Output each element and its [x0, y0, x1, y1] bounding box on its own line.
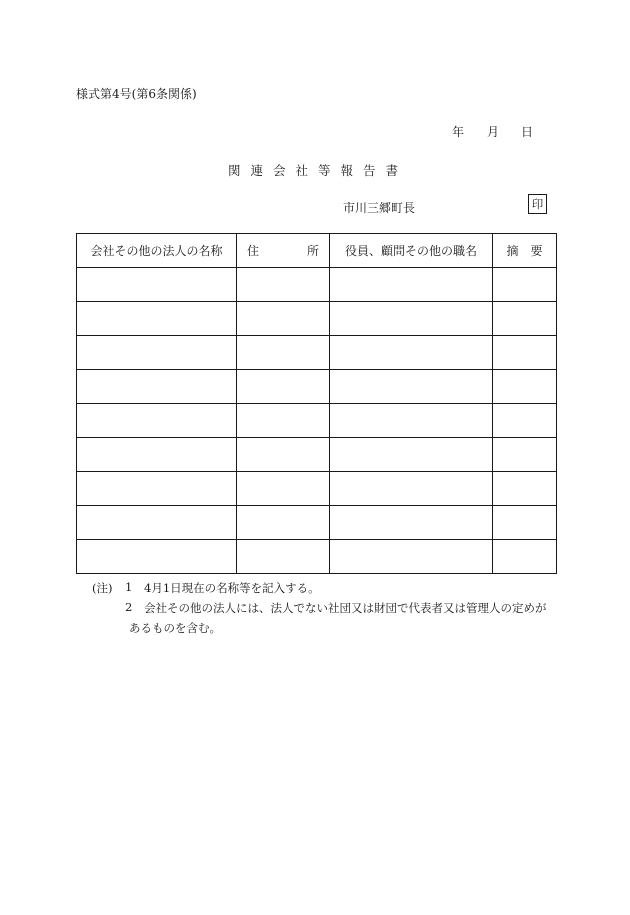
- cell-role[interactable]: [330, 540, 493, 574]
- cell-remarks[interactable]: [493, 506, 557, 540]
- cell-address[interactable]: [237, 506, 330, 540]
- cell-role[interactable]: [330, 302, 493, 336]
- cell-role[interactable]: [330, 438, 493, 472]
- header-remarks: 摘要: [493, 234, 557, 268]
- cell-remarks[interactable]: [493, 438, 557, 472]
- table-row: [77, 302, 557, 336]
- cell-address[interactable]: [237, 404, 330, 438]
- cell-company-name[interactable]: [77, 438, 237, 472]
- cell-remarks[interactable]: [493, 268, 557, 302]
- table-row: [77, 336, 557, 370]
- note-1-number: 1: [125, 580, 133, 594]
- cell-address[interactable]: [237, 438, 330, 472]
- date-day-label: 日: [521, 125, 534, 139]
- table-body: [77, 268, 557, 574]
- cell-role[interactable]: [330, 472, 493, 506]
- cell-role[interactable]: [330, 506, 493, 540]
- cell-address[interactable]: [237, 472, 330, 506]
- cell-role[interactable]: [330, 404, 493, 438]
- note-1-text: 4月1日現在の名称等を記入する。: [144, 581, 320, 595]
- header-company-name: 会社その他の法人の名称: [77, 234, 237, 268]
- date-year-label: 年: [452, 125, 465, 139]
- cell-address[interactable]: [237, 540, 330, 574]
- seal-box: 印: [528, 194, 547, 214]
- table-header-row: [77, 234, 557, 268]
- table-row: [77, 506, 557, 540]
- note-2-number: 2: [125, 600, 133, 614]
- cell-address[interactable]: [237, 268, 330, 302]
- table-row: [77, 540, 557, 574]
- header-role: 役員、顧問その他の職名: [330, 234, 493, 268]
- table-row: [77, 370, 557, 404]
- addressee: 市川三郷町長: [343, 201, 416, 215]
- cell-address[interactable]: [237, 302, 330, 336]
- note-2-text-line1: 会社その他の法人には、法人でない社団又は財団で代表者又は管理人の定めが: [144, 601, 547, 615]
- cell-address[interactable]: [237, 336, 330, 370]
- cell-company-name[interactable]: [77, 472, 237, 506]
- form-number: 様式第4号(第6条関係): [76, 87, 197, 101]
- cell-role[interactable]: [330, 268, 493, 302]
- cell-company-name[interactable]: [77, 336, 237, 370]
- cell-remarks[interactable]: [493, 370, 557, 404]
- cell-remarks[interactable]: [493, 540, 557, 574]
- header-address-char2: 所: [306, 244, 319, 258]
- cell-role[interactable]: [330, 370, 493, 404]
- cell-address[interactable]: [237, 370, 330, 404]
- header-address: [237, 234, 330, 268]
- cell-company-name[interactable]: [77, 540, 237, 574]
- cell-role[interactable]: [330, 336, 493, 370]
- table-row: [77, 438, 557, 472]
- related-company-table: [76, 233, 557, 574]
- notes-label: (注): [92, 581, 113, 595]
- cell-remarks[interactable]: [493, 472, 557, 506]
- note-2-text-line2: あるものを含む。: [129, 621, 221, 635]
- cell-remarks[interactable]: [493, 404, 557, 438]
- table-row: [77, 472, 557, 506]
- cell-company-name[interactable]: [77, 268, 237, 302]
- document-title: 関連会社等報告書: [228, 163, 409, 178]
- cell-company-name[interactable]: [77, 302, 237, 336]
- cell-company-name[interactable]: [77, 506, 237, 540]
- date-month-label: 月: [487, 125, 500, 139]
- table-row: [77, 404, 557, 438]
- cell-company-name[interactable]: [77, 370, 237, 404]
- cell-company-name[interactable]: [77, 404, 237, 438]
- cell-remarks[interactable]: [493, 336, 557, 370]
- table-row: [77, 268, 557, 302]
- header-address-char1: 住: [247, 244, 260, 258]
- cell-remarks[interactable]: [493, 302, 557, 336]
